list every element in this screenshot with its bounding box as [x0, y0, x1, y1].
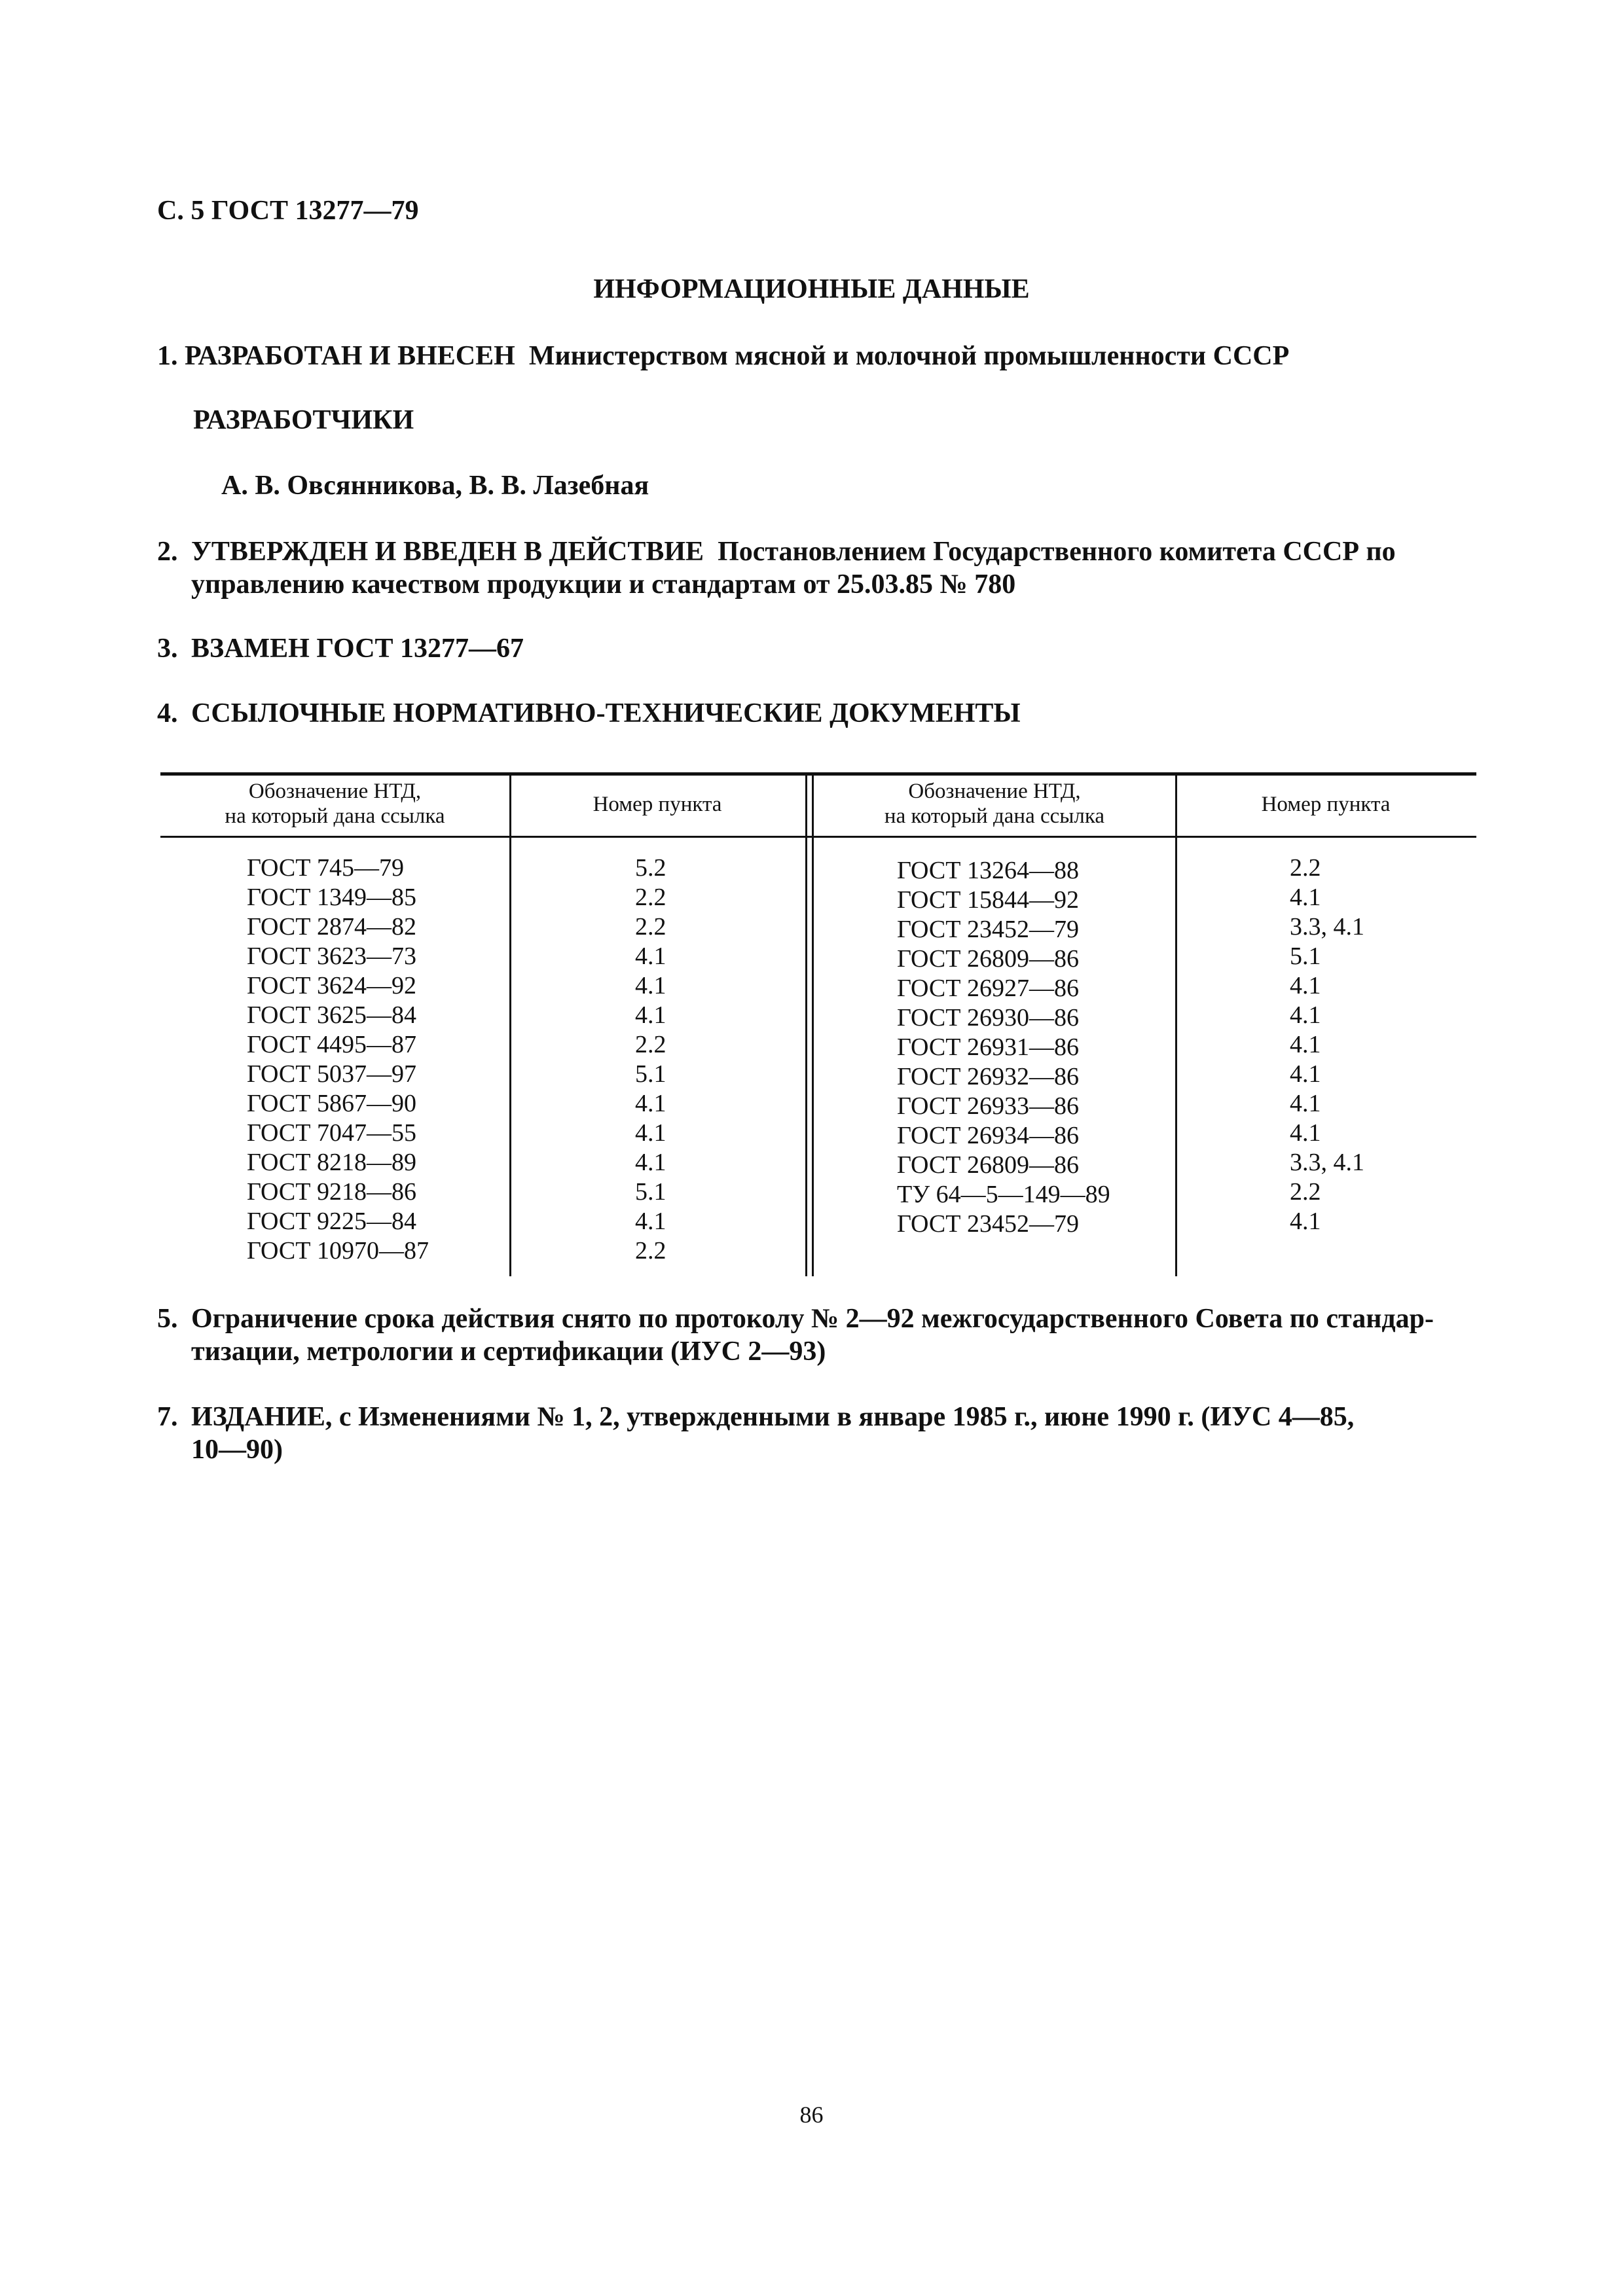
- table-column-left-documents: [247, 853, 429, 1266]
- table-cell-item: 4.1: [635, 1119, 666, 1147]
- table-cell-item: 2.2: [1290, 1178, 1321, 1206]
- table-cell-document: ГОСТ 9218—86: [247, 1178, 416, 1206]
- table-cell-document: ГОСТ 26930—86: [897, 1004, 1079, 1031]
- table-cell-item: 4.1: [635, 1149, 666, 1176]
- item-7-number: 7.: [157, 1402, 178, 1432]
- table-cell-item: 2.2: [1290, 854, 1321, 882]
- table-cell-item: 5.2: [635, 854, 666, 882]
- developers-names: А. В. Овсянникова, В. В. Лазебная: [221, 471, 649, 501]
- table-cell-item: 2.2: [635, 1031, 666, 1058]
- table-column-right-documents: [897, 856, 1110, 1239]
- table-cell-document: ГОСТ 23452—79: [897, 916, 1079, 943]
- item-3-text: ВЗАМЕН ГОСТ 13277—67: [191, 634, 524, 664]
- item-2-text-line1: Постановлением Государственного комитета СССР по: [718, 537, 1396, 567]
- table-cell-item: 2.2: [635, 913, 666, 941]
- table-cell-document: ГОСТ 26933—86: [897, 1092, 1079, 1120]
- table-cell-document: ГОСТ 5037—97: [247, 1060, 416, 1088]
- table-cell-document: ГОСТ 5867—90: [247, 1090, 416, 1117]
- table-cell-document: ГОСТ 8218—89: [247, 1149, 416, 1176]
- table-top-rule: [160, 772, 1476, 776]
- item-4-text: ССЫЛОЧНЫЕ НОРМАТИВНО-ТЕХНИЧЕСКИЕ ДОКУМЕНТЫ: [191, 698, 1021, 728]
- table-column-right-items: [1290, 853, 1364, 1236]
- table-cell-item: 5.1: [635, 1178, 666, 1206]
- table-cell-item: 3.3, 4.1: [1290, 913, 1364, 941]
- table-cell-item: 4.1: [635, 972, 666, 999]
- table-column-left-items: [635, 853, 666, 1266]
- table-cell-document: ГОСТ 23452—79: [897, 1210, 1079, 1238]
- table-cell-document: ГОСТ 26809—86: [897, 945, 1079, 973]
- table-cell-document: ГОСТ 9225—84: [247, 1208, 416, 1235]
- table-cell-document: ГОСТ 745—79: [247, 854, 404, 882]
- table-cell-item: 4.1: [1290, 1001, 1321, 1029]
- item-7: [157, 1401, 1480, 1466]
- table-cell-document: ГОСТ 1349—85: [247, 884, 416, 911]
- table-cell-document: ГОСТ 3623—73: [247, 942, 416, 970]
- table-cell-item: 4.1: [1290, 1208, 1321, 1235]
- table-cell-document: ГОСТ 26809—86: [897, 1151, 1079, 1179]
- table-center-divider-a: [805, 772, 807, 1276]
- item-1: [157, 340, 1289, 372]
- table-cell-item: 4.1: [1290, 972, 1321, 999]
- table-cell-document: ГОСТ 26932—86: [897, 1063, 1079, 1090]
- table-cell-item: 2.2: [635, 884, 666, 911]
- table-cell-document: ГОСТ 26931—86: [897, 1033, 1079, 1061]
- item-4: [157, 698, 1021, 729]
- table-cell-item: 2.2: [635, 1237, 666, 1265]
- table-header-document-left: Обозначение НТД, на который дана ссылка: [225, 780, 445, 828]
- item-1-number: 1.: [157, 341, 178, 371]
- item-7-text-line2: 10—90): [191, 1435, 283, 1465]
- item-3: [157, 633, 524, 664]
- table-cell-item: 4.1: [1290, 1090, 1321, 1117]
- item-4-number: 4.: [157, 698, 178, 728]
- item-1-text: Министерством мясной и молочной промышленности СССР: [528, 341, 1290, 371]
- item-5: [157, 1302, 1480, 1368]
- item-2: [157, 535, 1480, 601]
- table-cell-item: 4.1: [635, 942, 666, 970]
- item-5-text-line1: Ограничение срока действия снято по протоколу № 2—92 межгосударственного Совета по стандар-: [191, 1304, 1434, 1334]
- references-table: [160, 772, 1476, 1276]
- table-cell-item: 5.1: [1290, 942, 1321, 970]
- table-cell-item: 4.1: [1290, 1031, 1321, 1058]
- item-2-label: УТВЕРЖДЕН И ВВЕДЕН В ДЕЙСТВИЕ: [191, 537, 704, 567]
- item-1-label: РАЗРАБОТАН И ВНЕСЕН: [185, 341, 515, 371]
- table-cell-item: 4.1: [1290, 1060, 1321, 1088]
- table-cell-document: ГОСТ 4495—87: [247, 1031, 416, 1058]
- table-cell-item: 3.3, 4.1: [1290, 1149, 1364, 1176]
- table-cell-item: 4.1: [1290, 884, 1321, 911]
- page-header: С. 5 ГОСТ 13277—79: [157, 196, 419, 226]
- table-header-item-left: Номер пункта: [593, 793, 722, 816]
- table-cell-item: 4.1: [635, 1001, 666, 1029]
- table-cell-document: ГОСТ 3625—84: [247, 1001, 416, 1029]
- item-5-text-line2: тизации, метрологии и сертификации (ИУС 2—93): [191, 1336, 826, 1367]
- item-7-text-line1: ИЗДАНИЕ, с Изменениями № 1, 2, утвержденными в январе 1985 г., июне 1990 г. (ИУС 4—85,: [191, 1402, 1355, 1432]
- table-cell-item: 4.1: [635, 1090, 666, 1117]
- developers-label: РАЗРАБОТЧИКИ: [193, 405, 414, 435]
- table-header-document-right: Обозначение НТД, на который дана ссылка: [884, 780, 1105, 828]
- item-2-text-line2: управлению качеством продукции и стандартам от 25.03.85 № 780: [191, 569, 1016, 600]
- item-3-number: 3.: [157, 634, 178, 664]
- table-cell-item: 4.1: [1290, 1119, 1321, 1147]
- table-cell-document: ГОСТ 26934—86: [897, 1122, 1079, 1149]
- table-column-divider: [509, 772, 511, 1276]
- table-cell-document: ГОСТ 2874—82: [247, 913, 416, 941]
- table-cell-document: ГОСТ 15844—92: [897, 886, 1079, 914]
- table-cell-document: ГОСТ 26927—86: [897, 975, 1079, 1002]
- item-2-number: 2.: [157, 537, 178, 567]
- table-cell-document: ГОСТ 3624—92: [247, 972, 416, 999]
- table-header-rule: [160, 836, 1476, 838]
- table-cell-item: 5.1: [635, 1060, 666, 1088]
- table-cell-document: ТУ 64—5—149—89: [897, 1181, 1110, 1208]
- item-5-number: 5.: [157, 1304, 178, 1334]
- table-cell-document: ГОСТ 10970—87: [247, 1237, 429, 1265]
- table-center-divider-b: [812, 772, 814, 1276]
- table-cell-document: ГОСТ 7047—55: [247, 1119, 416, 1147]
- document-title: ИНФОРМАЦИОННЫЕ ДАННЫЕ: [593, 274, 1030, 304]
- table-cell-item: 4.1: [635, 1208, 666, 1235]
- table-cell-document: ГОСТ 13264—88: [897, 857, 1079, 884]
- table-header-item-right: Номер пункта: [1261, 793, 1391, 816]
- page-number: 86: [799, 2102, 824, 2128]
- table-column-divider: [1175, 772, 1177, 1276]
